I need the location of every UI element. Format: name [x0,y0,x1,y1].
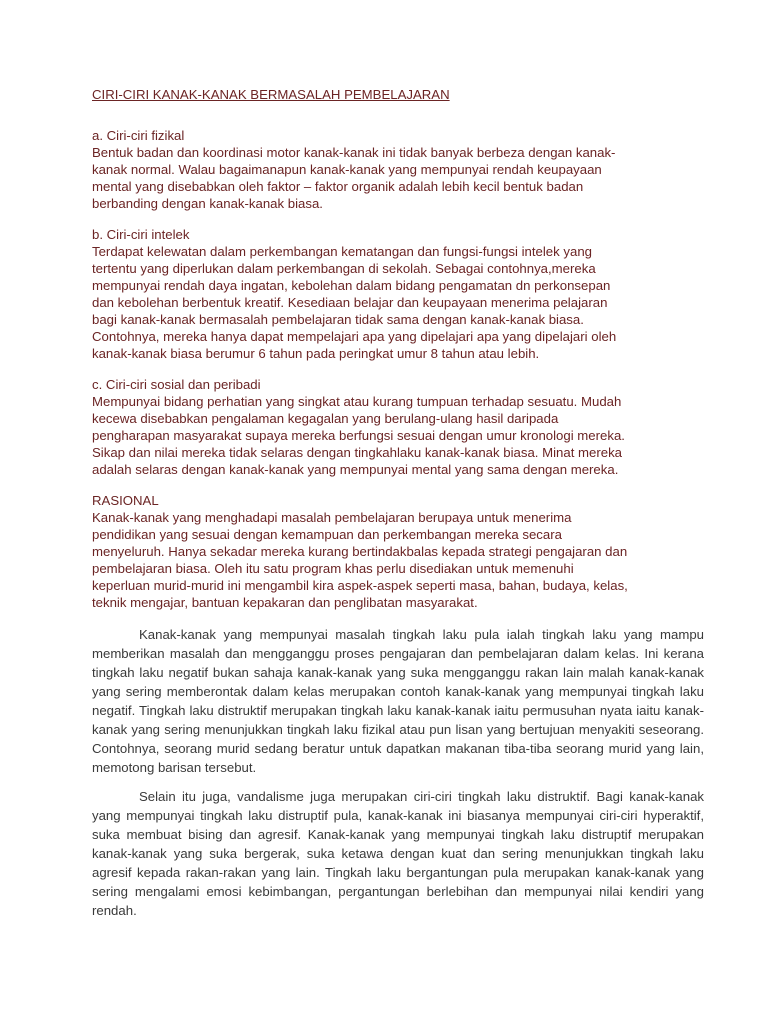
text-line: Sikap dan nilai mereka tidak selaras dengan tingkahlaku kanak-kanak biasa. Minat mereka [92,445,622,460]
text-line: pembelajaran biasa. Oleh itu satu program khas perlu disediakan untuk memenuhi [92,561,574,576]
text-line: berbanding dengan kanak-kanak biasa. [92,196,323,211]
section-physical [92,127,708,212]
body-paragraph: Selain itu juga, vandalisme juga merupakan ciri-ciri tingkah laku distruktif. Bagi kanak-kanak yang mempunyai tingkah laku distruptif pula, kanak-kanak ini biasanya mempunyai ciri-ciri hyperaktif, suka membuat bising dan agresif. Kanak-kanak yang mempunyai tingkah laku distruptif merupakan kanak-kanak yang suka bergerak, suka ketawa dengan kuat dan sering menunjukkan tingkah laku agresif kepada rakan-rakan yang lain. Tingkah laku bergantungan pula merupakan kanak-kanak yang sering mengalami emosi kebimbangan, pergantungan berlebihan dan mempunyai nilai kendiri yang rendah. [92,789,704,918]
text-line: adalah selaras dengan kanak-kanak yang mempunyai mental yang sama dengan mereka. [92,462,619,477]
section-heading: a. Ciri-ciri fizikal [92,128,185,143]
text-line: kecewa disebabkan pengalaman kegagalan yang berulang-ulang hasil daripada [92,411,559,426]
text-line: tertentu yang diperlukan dalam perkembangan di sekolah. Sebagai contohnya,mereka [92,261,596,276]
text-line: Terdapat kelewatan dalam perkembangan kematangan dan fungsi-fungsi intelek yang [92,244,592,259]
section-intellect [92,226,708,362]
body-paragraph: Kanak-kanak yang mempunyai masalah tingkah laku pula ialah tingkah laku yang mampu memberikan masalah dan mengganggu proses pengajaran dan pembelajaran dalam kelas. Ini kerana tingkah laku negatif bukan sahaja kanak-kanak yang suka mengganggu rakan lain malah kanak-kanak yang sering memberontak dalam kelas merupakan contoh kanak-kanak yang mempunyai tingkah laku negatif. Tingkah laku distruktif merupakan tingkah laku kanak-kanak iaitu permusuhan nyata iaitu kanak-kanak yang sering menunjukkan tingkah laku fizikal atau pun lisan yang bertujuan menyakiti seseorang. Contohnya, seorang murid sedang beratur untuk dapatkan makanan tiba-tiba seorang murid yang lain, memotong barisan tersebut. [92,627,704,775]
text-line: mental yang disebabkan oleh faktor – faktor organik adalah lebih kecil bentuk badan [92,179,584,194]
text-line: pendidikan yang sesuai dengan kemampuan dan perkembangan mereka secara [92,527,562,542]
text-line: Kanak-kanak yang menghadapi masalah pembelajaran berupaya untuk menerima [92,510,572,525]
text-line: Bentuk badan dan koordinasi motor kanak-kanak ini tidak banyak berbeza dengan kanak- [92,145,616,160]
text-line: teknik mengajar, bantuan kepakaran dan penglibatan masyarakat. [92,595,478,610]
section-heading: c. Ciri-ciri sosial dan peribadi [92,377,261,392]
document-title: CIRI-CIRI KANAK-KANAK BERMASALAH PEMBELAJARAN [92,87,450,102]
text-line: kanak-kanak biasa berumur 6 tahun pada peringkat umur 8 tahun atau lebih. [92,346,540,361]
text-line: dan kebolehan berbentuk kreatif. Kesediaan belajar dan keupayaan menerima pelajaran [92,295,608,310]
section-text [92,144,708,212]
section-text [92,509,708,611]
text-line: mempunyai rendah daya ingatan, kebolehan dalam bidang pengamatan dn perkonsepan [92,278,611,293]
section-rationale [92,492,708,611]
text-line: pengharapan masyarakat supaya mereka berfungsi sesuai dengan umur kronologi mereka. [92,428,625,443]
text-line: kanak normal. Walau bagaimanapun kanak-kanak yang mempunyai rendah keupayaan [92,162,602,177]
section-social [92,376,708,478]
section-text [92,243,708,362]
text-line: menyeluruh. Hanya sekadar mereka kurang bertindakbalas kepada strategi pengajaran dan [92,544,628,559]
text-line: keperluan murid-murid ini mengambil kira aspek-aspek seperti masa, bahan, budaya, kelas, [92,578,628,593]
text-line: bagi kanak-kanak bermasalah pembelajaran tidak sama dengan kanak-kanak biasa. [92,312,584,327]
text-line: Contohnya, mereka hanya dapat mempelajari apa yang dipelajari apa yang dipelajari oleh [92,329,617,344]
section-text [92,393,708,478]
section-heading: RASIONAL [92,493,159,508]
text-line: Mempunyai bidang perhatian yang singkat atau kurang tumpuan terhadap sesuatu. Mudah [92,394,622,409]
section-heading: b. Ciri-ciri intelek [92,227,190,242]
